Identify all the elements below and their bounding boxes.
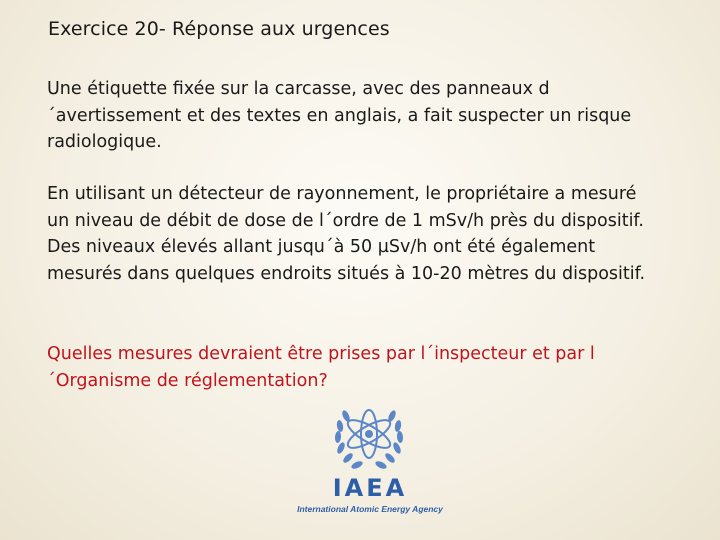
logo-abbreviation: IAEA bbox=[332, 474, 408, 502]
paragraph-label-description: Une étiquette fixée sur la carcasse, avec des panneaux d´avertissement et des textes en anglais, a fait suspecter un risque radiologique. bbox=[47, 79, 632, 152]
question-text: Quelles mesures devraient être prises par l´inspecteur et par l´Organisme de réglementation? bbox=[47, 344, 595, 391]
logo-full-name: International Atomic Energy Agency bbox=[297, 504, 443, 514]
paragraph-measurements: En utilisant un détecteur de rayonnement, le propriétaire a mesuré un niveau de débit de dose de l´ordre de 1 mSv/h près du dispositif. Des niveaux élevés allant jusqu´à 50 µSv/h ont été également mesurés dans quelques endroits situés à 10-20 mètres du dispositif. bbox=[47, 184, 646, 284]
iaea-emblem-icon bbox=[324, 398, 414, 478]
slide-title: Exercice 20- Réponse aux urgences bbox=[48, 18, 390, 40]
iaea-logo bbox=[290, 398, 450, 522]
